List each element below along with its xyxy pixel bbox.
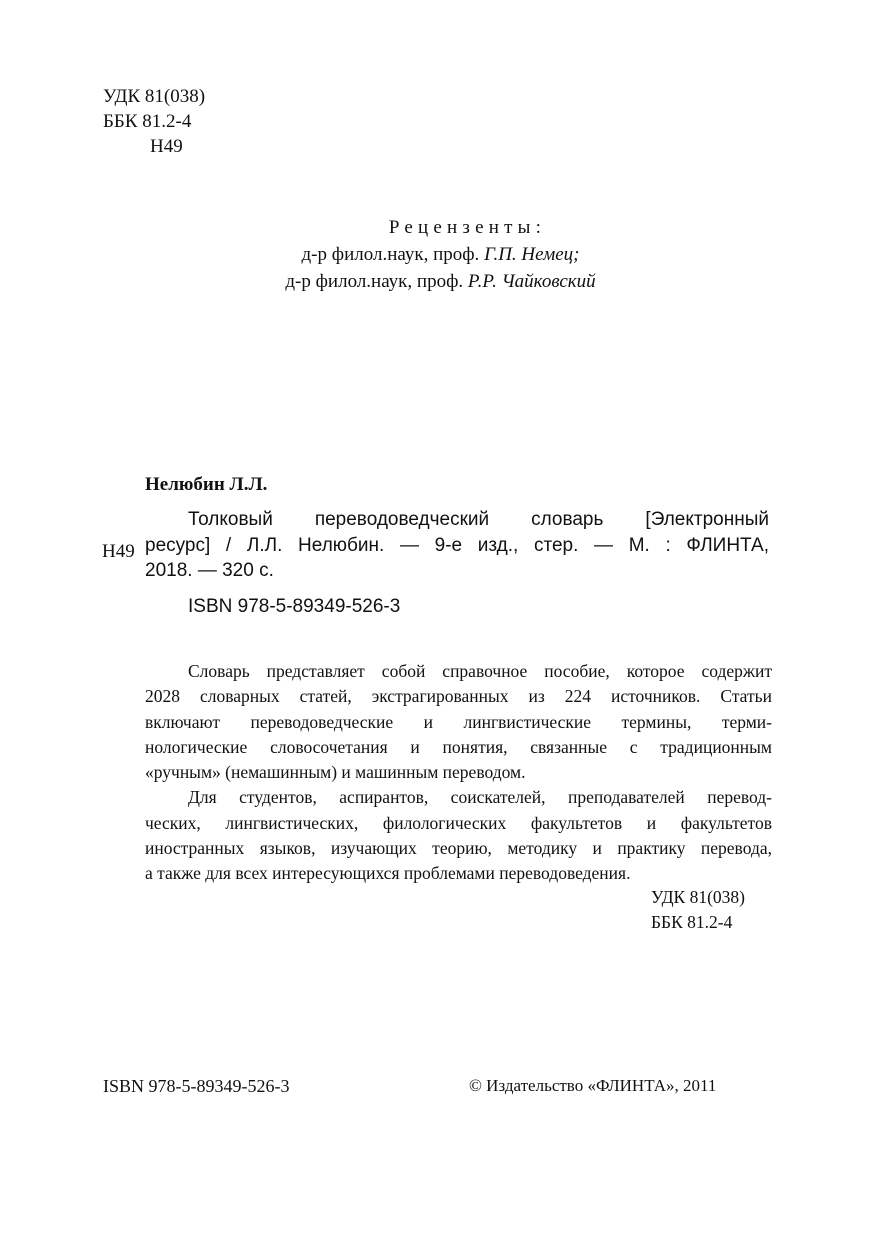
bottom-bbk: ББК 81.2-4	[651, 912, 733, 933]
abstract-p2-line-4: а также для всех интересующихся проблемами переводоведения.	[145, 863, 631, 884]
reviewers-block	[0, 214, 875, 295]
footer-copyright: © Издательство «ФЛИНТА», 2011	[469, 1076, 717, 1095]
reviewers-heading: Рецензенты:	[388, 217, 547, 238]
abstract-p2-line-3: иностранных языков, изучающих теорию, методику и практику перевода,	[145, 838, 772, 859]
reviewer-1	[0, 241, 875, 268]
abstract-p2-line-1: Для студентов, аспирантов, соискателей, преподавателей перевод-	[188, 787, 772, 808]
entry-side-mark: Н49	[102, 541, 135, 562]
author-mark: Н49	[150, 136, 183, 157]
udk-code: УДК 81(038)	[103, 86, 206, 107]
abstract-p1-line-3: включают переводоведческие и лингвистические термины, терми-	[145, 711, 772, 732]
abstract-p1-line-4: нологические словосочетания и понятия, связанные с традиционным	[145, 736, 772, 757]
entry-author: Нелюбин Л.Л.	[145, 474, 268, 495]
entry-title-line-3: 2018. — 320 с.	[145, 560, 274, 581]
abstract-p1-line-2: 2028 словарных статей, экстрагированных из 224 источников. Статьи	[145, 686, 772, 707]
reviewer-2	[0, 268, 875, 295]
bottom-udk: УДК 81(038)	[651, 887, 746, 907]
abstract-p1-line-1: Словарь представляет собой справочное пособие, которое содержит	[188, 661, 772, 681]
reviewer-2-name: Р.Р. Чайковский	[467, 271, 596, 292]
bottom-classification	[651, 885, 745, 936]
bbk-code: ББК 81.2-4	[103, 111, 192, 132]
entry-title-line-2: ресурс] / Л.Л. Нелюбин. — 9-е изд., стер. — М. : ФЛИНТА,	[145, 534, 769, 556]
abstract-p2-line-2: ческих, лингвистических, филологических факультетов и факультетов	[145, 812, 772, 833]
footer-isbn: ISBN 978-5-89349-526-3	[103, 1076, 290, 1096]
abstract-p1-line-5: «ручным» (немашинным) и машинным переводом.	[145, 762, 526, 783]
reviewer-1-degree: д-р филол.наук, проф.	[301, 244, 480, 265]
entry-title	[145, 507, 769, 584]
abstract	[145, 659, 772, 887]
classification-codes	[103, 84, 205, 159]
entry-title-line-1: Толковый переводоведческий словарь [Электронный	[188, 509, 769, 530]
reviewer-1-name: Г.П. Немец;	[484, 244, 580, 265]
entry-isbn: ISBN 978-5-89349-526-3	[188, 596, 401, 617]
reviewer-2-degree: д-р филол.наук, проф.	[285, 271, 464, 292]
